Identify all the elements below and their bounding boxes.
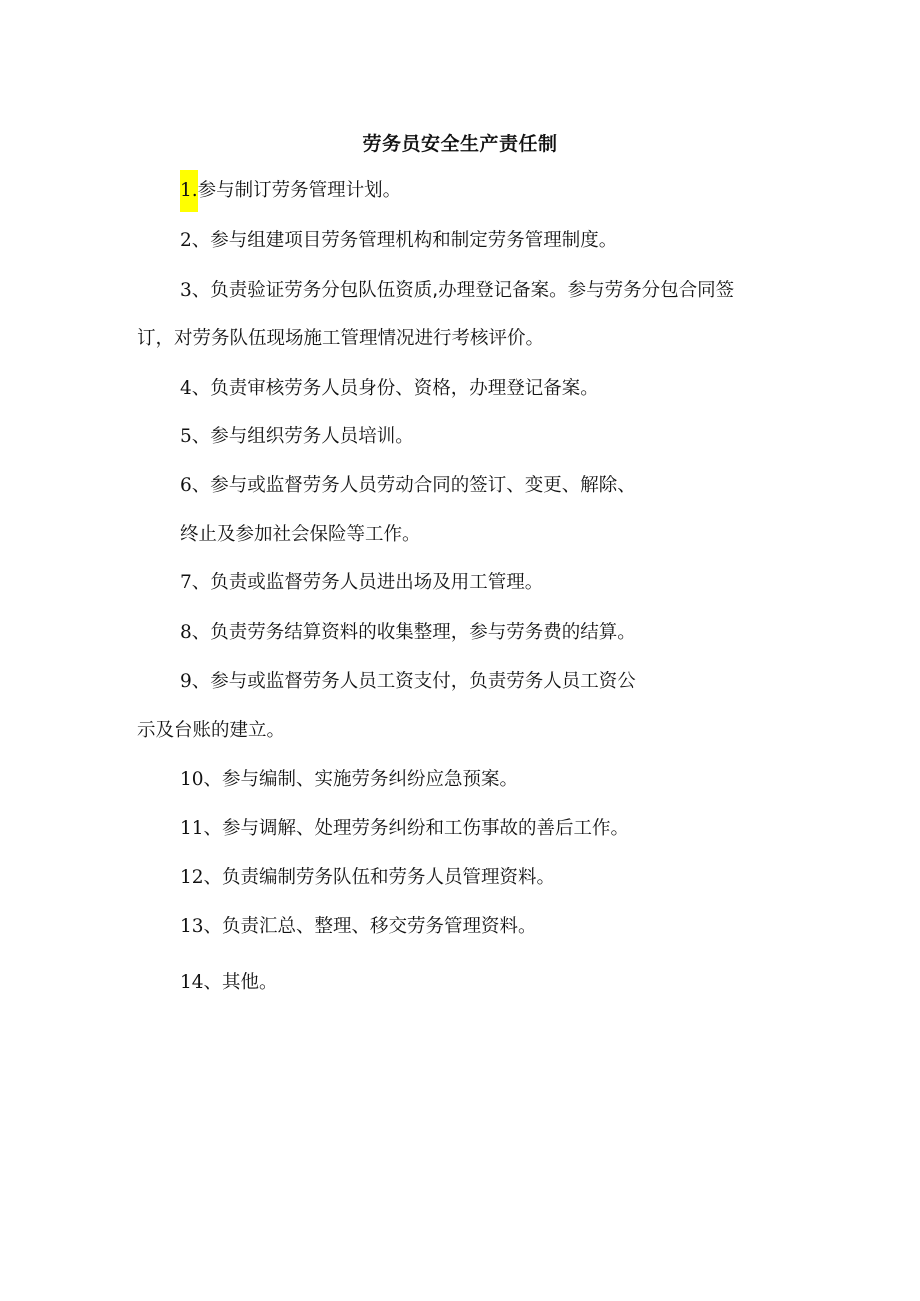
item-10-number: 10 bbox=[180, 769, 204, 790]
item-14-text: 、其他。 bbox=[203, 972, 278, 993]
item-4-number: 4 bbox=[180, 378, 192, 399]
item-3-text: 、负责验证劳务分包队伍资质,办理登记备案。参与劳务分包合同签 bbox=[191, 280, 735, 301]
item-13-number: 13 bbox=[180, 916, 204, 937]
list-item-3-continuation: 订，对劳务队伍现场施工管理情况进行考核评价。 bbox=[137, 328, 545, 349]
list-item-9-continuation: 示及台账的建立。 bbox=[137, 720, 286, 741]
item-10-text: 、参与编制、实施劳务纠纷应急预案。 bbox=[203, 769, 519, 790]
item-12-number: 12 bbox=[180, 867, 204, 888]
document-title: 劳务员安全生产责任制 bbox=[362, 133, 558, 155]
item-5-text: 、参与组织劳务人员培训。 bbox=[191, 426, 414, 447]
item-7-text: 、负责或监督劳务人员进出场及用工管理。 bbox=[191, 572, 544, 593]
item-14-number: 14 bbox=[180, 972, 204, 993]
item-13-text: 、负责汇总、整理、移交劳务管理资料。 bbox=[203, 916, 537, 937]
item-11-text: 、参与调解、处理劳务纠纷和工伤事故的善后工作。 bbox=[203, 818, 630, 839]
list-item-3 bbox=[180, 276, 734, 306]
item-5-number: 5 bbox=[180, 426, 192, 447]
list-item-4 bbox=[180, 374, 599, 404]
item-1-text: 参与制订劳务管理计划。 bbox=[197, 180, 402, 201]
list-item-11 bbox=[180, 814, 629, 844]
item-2-number: 2 bbox=[180, 230, 192, 251]
item-8-number: 8 bbox=[180, 622, 192, 643]
list-item-2 bbox=[180, 226, 617, 256]
item-11-number: 11 bbox=[180, 818, 204, 839]
list-item-14 bbox=[180, 968, 278, 998]
list-item-7 bbox=[180, 568, 543, 598]
list-item-1 bbox=[180, 176, 401, 212]
list-item-12 bbox=[180, 863, 555, 893]
item-9-text: 、参与或监督劳务人员工资支付，负责劳务人员工资公 bbox=[191, 671, 636, 692]
item-3-number: 3 bbox=[180, 280, 192, 301]
list-item-5 bbox=[180, 422, 414, 452]
item-12-text: 、负责编制劳务队伍和劳务人员管理资料。 bbox=[203, 867, 556, 888]
item-4-text: 、负责审核劳务人员身份、资格，办理登记备案。 bbox=[191, 378, 599, 399]
list-item-9 bbox=[180, 667, 636, 697]
list-item-8 bbox=[180, 618, 636, 648]
item-2-text: 、参与组建项目劳务管理机构和制定劳务管理制度。 bbox=[191, 230, 618, 251]
item-6-number: 6 bbox=[180, 475, 192, 496]
list-item-6 bbox=[180, 471, 636, 501]
item-9-number: 9 bbox=[180, 671, 192, 692]
list-item-13 bbox=[180, 912, 537, 942]
list-item-6-continuation: 终止及参加社会保险等工作。 bbox=[180, 524, 421, 545]
item-1-number-highlighted: 1. bbox=[180, 170, 198, 212]
item-7-number: 7 bbox=[180, 572, 192, 593]
list-item-10 bbox=[180, 765, 518, 795]
item-8-text: 、负责劳务结算资料的收集整理，参与劳务费的结算。 bbox=[191, 622, 636, 643]
item-6-text: 、参与或监督劳务人员劳动合同的签订、变更、解除、 bbox=[191, 475, 636, 496]
